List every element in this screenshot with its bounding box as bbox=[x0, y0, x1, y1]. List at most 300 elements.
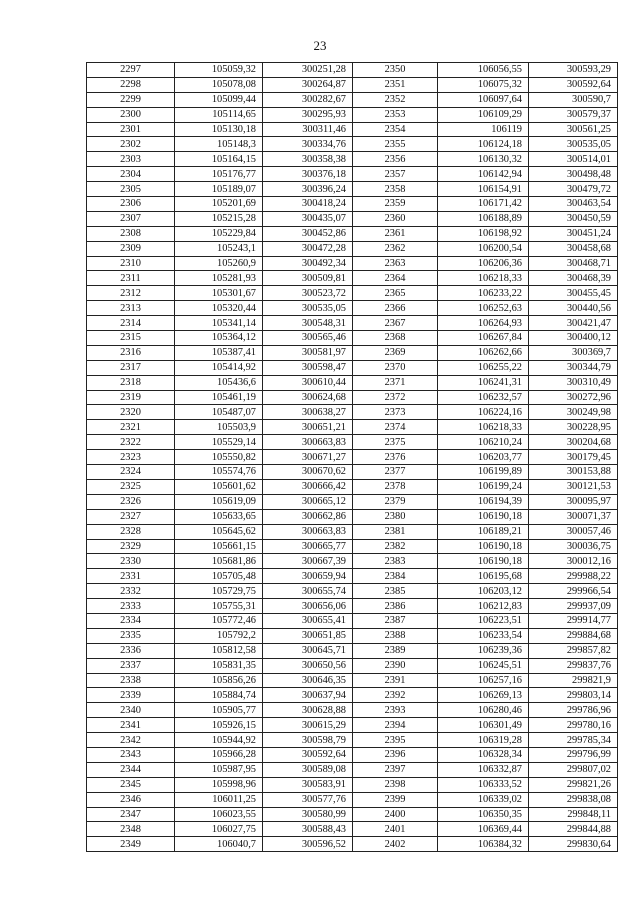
x-coordinate-right: 106210,24 bbox=[438, 435, 529, 450]
x-coordinate-left: 105601,62 bbox=[175, 479, 263, 494]
x-coordinate-right: 106203,77 bbox=[438, 450, 529, 465]
x-coordinate-left: 105461,19 bbox=[175, 390, 263, 405]
point-number-left: 2300 bbox=[87, 107, 175, 122]
table-row bbox=[87, 733, 618, 748]
y-coordinate-right: 299884,68 bbox=[529, 628, 618, 643]
x-coordinate-left: 105944,92 bbox=[175, 733, 263, 748]
y-coordinate-right: 299786,96 bbox=[529, 703, 618, 718]
point-number-right: 2386 bbox=[353, 599, 438, 614]
point-number-left: 2308 bbox=[87, 226, 175, 241]
point-number-left: 2318 bbox=[87, 375, 175, 390]
x-coordinate-left: 105487,07 bbox=[175, 405, 263, 420]
x-coordinate-right: 106267,84 bbox=[438, 331, 529, 346]
x-coordinate-left: 105681,86 bbox=[175, 554, 263, 569]
y-coordinate-left: 300610,44 bbox=[263, 375, 353, 390]
x-coordinate-left: 105772,46 bbox=[175, 613, 263, 628]
point-number-left: 2334 bbox=[87, 613, 175, 628]
x-coordinate-left: 105260,9 bbox=[175, 256, 263, 271]
table-row bbox=[87, 316, 618, 331]
point-number-left: 2302 bbox=[87, 137, 175, 152]
point-number-left: 2312 bbox=[87, 286, 175, 301]
y-coordinate-right: 299807,02 bbox=[529, 762, 618, 777]
point-number-right: 2395 bbox=[353, 733, 438, 748]
point-number-left: 2347 bbox=[87, 807, 175, 822]
y-coordinate-right: 300590,7 bbox=[529, 92, 618, 107]
table-row bbox=[87, 628, 618, 643]
point-number-right: 2392 bbox=[353, 688, 438, 703]
table-row bbox=[87, 643, 618, 658]
point-number-right: 2384 bbox=[353, 569, 438, 584]
y-coordinate-right: 300451,24 bbox=[529, 226, 618, 241]
y-coordinate-right: 300121,53 bbox=[529, 479, 618, 494]
y-coordinate-left: 300334,76 bbox=[263, 137, 353, 152]
x-coordinate-right: 106280,46 bbox=[438, 703, 529, 718]
point-number-right: 2361 bbox=[353, 226, 438, 241]
point-number-right: 2370 bbox=[353, 360, 438, 375]
table-row bbox=[87, 211, 618, 226]
point-number-right: 2381 bbox=[353, 524, 438, 539]
y-coordinate-right: 300458,68 bbox=[529, 241, 618, 256]
y-coordinate-right: 299988,22 bbox=[529, 569, 618, 584]
point-number-left: 2319 bbox=[87, 390, 175, 405]
y-coordinate-left: 300666,42 bbox=[263, 479, 353, 494]
point-number-right: 2371 bbox=[353, 375, 438, 390]
table-row bbox=[87, 137, 618, 152]
table-row bbox=[87, 554, 618, 569]
point-number-left: 2320 bbox=[87, 405, 175, 420]
y-coordinate-right: 300468,71 bbox=[529, 256, 618, 271]
table-row bbox=[87, 688, 618, 703]
y-coordinate-left: 300577,76 bbox=[263, 792, 353, 807]
point-number-right: 2369 bbox=[353, 345, 438, 360]
point-number-left: 2310 bbox=[87, 256, 175, 271]
point-number-right: 2363 bbox=[353, 256, 438, 271]
point-number-left: 2340 bbox=[87, 703, 175, 718]
x-coordinate-left: 105364,12 bbox=[175, 331, 263, 346]
table-row bbox=[87, 479, 618, 494]
point-number-right: 2360 bbox=[353, 211, 438, 226]
x-coordinate-right: 106233,54 bbox=[438, 628, 529, 643]
x-coordinate-left: 105320,44 bbox=[175, 301, 263, 316]
point-number-left: 2343 bbox=[87, 747, 175, 762]
table-row bbox=[87, 286, 618, 301]
y-coordinate-right: 299830,64 bbox=[529, 837, 618, 852]
point-number-right: 2388 bbox=[353, 628, 438, 643]
y-coordinate-right: 300579,37 bbox=[529, 107, 618, 122]
point-number-right: 2390 bbox=[353, 658, 438, 673]
table-row bbox=[87, 777, 618, 792]
point-number-right: 2375 bbox=[353, 435, 438, 450]
point-number-right: 2359 bbox=[353, 197, 438, 212]
point-number-left: 2325 bbox=[87, 479, 175, 494]
table-row bbox=[87, 226, 618, 241]
y-coordinate-left: 300665,77 bbox=[263, 539, 353, 554]
point-number-left: 2333 bbox=[87, 599, 175, 614]
table-row bbox=[87, 256, 618, 271]
table-row bbox=[87, 673, 618, 688]
x-coordinate-left: 105189,07 bbox=[175, 182, 263, 197]
y-coordinate-left: 300358,38 bbox=[263, 152, 353, 167]
y-coordinate-right: 299803,14 bbox=[529, 688, 618, 703]
x-coordinate-right: 106301,49 bbox=[438, 718, 529, 733]
y-coordinate-right: 300450,59 bbox=[529, 211, 618, 226]
point-number-right: 2378 bbox=[353, 479, 438, 494]
x-coordinate-right: 106332,87 bbox=[438, 762, 529, 777]
point-number-right: 2394 bbox=[353, 718, 438, 733]
point-number-right: 2351 bbox=[353, 77, 438, 92]
point-number-left: 2299 bbox=[87, 92, 175, 107]
y-coordinate-right: 299937,09 bbox=[529, 599, 618, 614]
x-coordinate-right: 106190,18 bbox=[438, 554, 529, 569]
y-coordinate-right: 299785,34 bbox=[529, 733, 618, 748]
point-number-right: 2356 bbox=[353, 152, 438, 167]
x-coordinate-left: 105966,28 bbox=[175, 747, 263, 762]
y-coordinate-right: 299848,11 bbox=[529, 807, 618, 822]
point-number-right: 2353 bbox=[353, 107, 438, 122]
y-coordinate-right: 300249,98 bbox=[529, 405, 618, 420]
x-coordinate-left: 105755,31 bbox=[175, 599, 263, 614]
table-row bbox=[87, 599, 618, 614]
table-row bbox=[87, 197, 618, 212]
point-number-right: 2376 bbox=[353, 450, 438, 465]
x-coordinate-right: 106198,92 bbox=[438, 226, 529, 241]
x-coordinate-right: 106171,42 bbox=[438, 197, 529, 212]
y-coordinate-right: 300095,97 bbox=[529, 494, 618, 509]
y-coordinate-left: 300628,88 bbox=[263, 703, 353, 718]
table-row bbox=[87, 703, 618, 718]
x-coordinate-left: 105099,44 bbox=[175, 92, 263, 107]
point-number-right: 2367 bbox=[353, 316, 438, 331]
point-number-right: 2380 bbox=[353, 509, 438, 524]
point-number-left: 2345 bbox=[87, 777, 175, 792]
x-coordinate-left: 105998,96 bbox=[175, 777, 263, 792]
point-number-left: 2327 bbox=[87, 509, 175, 524]
x-coordinate-left: 105130,18 bbox=[175, 122, 263, 137]
y-coordinate-right: 299857,82 bbox=[529, 643, 618, 658]
point-number-left: 2297 bbox=[87, 63, 175, 78]
y-coordinate-right: 300310,49 bbox=[529, 375, 618, 390]
point-number-right: 2389 bbox=[353, 643, 438, 658]
x-coordinate-left: 106023,55 bbox=[175, 807, 263, 822]
point-number-left: 2331 bbox=[87, 569, 175, 584]
table-row bbox=[87, 747, 618, 762]
table-row bbox=[87, 345, 618, 360]
x-coordinate-right: 106319,28 bbox=[438, 733, 529, 748]
y-coordinate-right: 300228,95 bbox=[529, 420, 618, 435]
point-number-right: 2385 bbox=[353, 584, 438, 599]
y-coordinate-right: 300057,46 bbox=[529, 524, 618, 539]
table-row bbox=[87, 584, 618, 599]
table-row bbox=[87, 63, 618, 78]
x-coordinate-right: 106252,63 bbox=[438, 301, 529, 316]
point-number-right: 2355 bbox=[353, 137, 438, 152]
x-coordinate-right: 106264,93 bbox=[438, 316, 529, 331]
x-coordinate-right: 106369,44 bbox=[438, 822, 529, 837]
point-number-left: 2306 bbox=[87, 197, 175, 212]
table-row bbox=[87, 792, 618, 807]
x-coordinate-left: 105645,62 bbox=[175, 524, 263, 539]
x-coordinate-left: 105243,1 bbox=[175, 241, 263, 256]
y-coordinate-right: 300036,75 bbox=[529, 539, 618, 554]
point-number-left: 2339 bbox=[87, 688, 175, 703]
x-coordinate-right: 106119 bbox=[438, 122, 529, 137]
table-row bbox=[87, 465, 618, 480]
x-coordinate-left: 106011,25 bbox=[175, 792, 263, 807]
x-coordinate-right: 106199,24 bbox=[438, 479, 529, 494]
table-row bbox=[87, 107, 618, 122]
y-coordinate-right: 300498,48 bbox=[529, 167, 618, 182]
y-coordinate-right: 300012,16 bbox=[529, 554, 618, 569]
x-coordinate-right: 106056,55 bbox=[438, 63, 529, 78]
point-number-right: 2387 bbox=[353, 613, 438, 628]
point-number-left: 2341 bbox=[87, 718, 175, 733]
y-coordinate-left: 300624,68 bbox=[263, 390, 353, 405]
point-number-right: 2377 bbox=[353, 465, 438, 480]
table-row bbox=[87, 822, 618, 837]
table-row bbox=[87, 762, 618, 777]
x-coordinate-left: 105619,09 bbox=[175, 494, 263, 509]
x-coordinate-left: 106040,7 bbox=[175, 837, 263, 852]
table-row bbox=[87, 167, 618, 182]
y-coordinate-left: 300435,07 bbox=[263, 211, 353, 226]
point-number-right: 2379 bbox=[353, 494, 438, 509]
y-coordinate-right: 300463,54 bbox=[529, 197, 618, 212]
point-number-right: 2393 bbox=[353, 703, 438, 718]
x-coordinate-left: 105856,26 bbox=[175, 673, 263, 688]
x-coordinate-right: 106142,94 bbox=[438, 167, 529, 182]
x-coordinate-right: 106203,12 bbox=[438, 584, 529, 599]
y-coordinate-left: 300650,56 bbox=[263, 658, 353, 673]
point-number-right: 2398 bbox=[353, 777, 438, 792]
table-row bbox=[87, 331, 618, 346]
y-coordinate-left: 300637,94 bbox=[263, 688, 353, 703]
x-coordinate-right: 106262,66 bbox=[438, 345, 529, 360]
y-coordinate-right: 300071,37 bbox=[529, 509, 618, 524]
x-coordinate-left: 105078,08 bbox=[175, 77, 263, 92]
y-coordinate-left: 300598,47 bbox=[263, 360, 353, 375]
point-number-right: 2402 bbox=[353, 837, 438, 852]
table-row bbox=[87, 524, 618, 539]
y-coordinate-left: 300581,97 bbox=[263, 345, 353, 360]
x-coordinate-right: 106190,18 bbox=[438, 539, 529, 554]
x-coordinate-left: 105633,65 bbox=[175, 509, 263, 524]
x-coordinate-right: 106239,36 bbox=[438, 643, 529, 658]
table-row bbox=[87, 539, 618, 554]
x-coordinate-left: 105792,2 bbox=[175, 628, 263, 643]
x-coordinate-left: 105414,92 bbox=[175, 360, 263, 375]
point-number-left: 2314 bbox=[87, 316, 175, 331]
table-row bbox=[87, 509, 618, 524]
y-coordinate-right: 300421,47 bbox=[529, 316, 618, 331]
point-number-left: 2307 bbox=[87, 211, 175, 226]
x-coordinate-left: 105436,6 bbox=[175, 375, 263, 390]
y-coordinate-left: 300598,79 bbox=[263, 733, 353, 748]
x-coordinate-left: 105164,15 bbox=[175, 152, 263, 167]
y-coordinate-left: 300651,85 bbox=[263, 628, 353, 643]
y-coordinate-right: 300561,25 bbox=[529, 122, 618, 137]
point-number-right: 2400 bbox=[353, 807, 438, 822]
point-number-left: 2304 bbox=[87, 167, 175, 182]
x-coordinate-right: 106384,32 bbox=[438, 837, 529, 852]
point-number-left: 2303 bbox=[87, 152, 175, 167]
y-coordinate-right: 300179,45 bbox=[529, 450, 618, 465]
y-coordinate-left: 300452,86 bbox=[263, 226, 353, 241]
y-coordinate-right: 300592,64 bbox=[529, 77, 618, 92]
x-coordinate-right: 106206,36 bbox=[438, 256, 529, 271]
point-number-right: 2365 bbox=[353, 286, 438, 301]
point-number-left: 2315 bbox=[87, 331, 175, 346]
x-coordinate-left: 105341,14 bbox=[175, 316, 263, 331]
point-number-left: 2305 bbox=[87, 182, 175, 197]
table-row bbox=[87, 658, 618, 673]
x-coordinate-right: 106212,83 bbox=[438, 599, 529, 614]
y-coordinate-right: 300400,12 bbox=[529, 331, 618, 346]
point-number-left: 2338 bbox=[87, 673, 175, 688]
point-number-left: 2298 bbox=[87, 77, 175, 92]
point-number-left: 2311 bbox=[87, 271, 175, 286]
x-coordinate-right: 106109,29 bbox=[438, 107, 529, 122]
y-coordinate-left: 300396,24 bbox=[263, 182, 353, 197]
point-number-left: 2323 bbox=[87, 450, 175, 465]
x-coordinate-left: 105114,65 bbox=[175, 107, 263, 122]
point-number-right: 2396 bbox=[353, 747, 438, 762]
y-coordinate-left: 300656,06 bbox=[263, 599, 353, 614]
point-number-left: 2332 bbox=[87, 584, 175, 599]
y-coordinate-left: 300646,35 bbox=[263, 673, 353, 688]
x-coordinate-left: 105215,28 bbox=[175, 211, 263, 226]
x-coordinate-right: 106257,16 bbox=[438, 673, 529, 688]
x-coordinate-left: 105281,93 bbox=[175, 271, 263, 286]
page-number: 23 bbox=[313, 38, 327, 53]
y-coordinate-right: 299844,88 bbox=[529, 822, 618, 837]
y-coordinate-left: 300671,27 bbox=[263, 450, 353, 465]
y-coordinate-left: 300509,81 bbox=[263, 271, 353, 286]
point-number-right: 2362 bbox=[353, 241, 438, 256]
y-coordinate-right: 300369,7 bbox=[529, 345, 618, 360]
point-number-right: 2357 bbox=[353, 167, 438, 182]
y-coordinate-left: 300580,99 bbox=[263, 807, 353, 822]
table-row bbox=[87, 122, 618, 137]
y-coordinate-right: 300468,39 bbox=[529, 271, 618, 286]
table-row bbox=[87, 77, 618, 92]
table-row bbox=[87, 807, 618, 822]
y-coordinate-left: 300592,64 bbox=[263, 747, 353, 762]
y-coordinate-left: 300282,67 bbox=[263, 92, 353, 107]
y-coordinate-left: 300376,18 bbox=[263, 167, 353, 182]
point-number-right: 2350 bbox=[353, 63, 438, 78]
point-number-left: 2337 bbox=[87, 658, 175, 673]
x-coordinate-left: 105574,76 bbox=[175, 465, 263, 480]
x-coordinate-right: 106328,34 bbox=[438, 747, 529, 762]
point-number-right: 2368 bbox=[353, 331, 438, 346]
y-coordinate-left: 300264,87 bbox=[263, 77, 353, 92]
table-row bbox=[87, 375, 618, 390]
table-row bbox=[87, 92, 618, 107]
y-coordinate-right: 299966,54 bbox=[529, 584, 618, 599]
table-row bbox=[87, 390, 618, 405]
point-number-right: 2374 bbox=[353, 420, 438, 435]
point-number-right: 2354 bbox=[353, 122, 438, 137]
x-coordinate-right: 106189,21 bbox=[438, 524, 529, 539]
point-number-right: 2397 bbox=[353, 762, 438, 777]
x-coordinate-right: 106200,54 bbox=[438, 241, 529, 256]
coordinates-table-body bbox=[87, 63, 618, 852]
x-coordinate-right: 106350,35 bbox=[438, 807, 529, 822]
y-coordinate-right: 300514,01 bbox=[529, 152, 618, 167]
x-coordinate-left: 105705,48 bbox=[175, 569, 263, 584]
point-number-right: 2383 bbox=[353, 554, 438, 569]
point-number-right: 2364 bbox=[353, 271, 438, 286]
x-coordinate-right: 106269,13 bbox=[438, 688, 529, 703]
x-coordinate-right: 106333,52 bbox=[438, 777, 529, 792]
point-number-left: 2330 bbox=[87, 554, 175, 569]
y-coordinate-left: 300492,34 bbox=[263, 256, 353, 271]
table-row bbox=[87, 405, 618, 420]
y-coordinate-right: 300535,05 bbox=[529, 137, 618, 152]
x-coordinate-left: 105987,95 bbox=[175, 762, 263, 777]
point-number-left: 2326 bbox=[87, 494, 175, 509]
point-number-right: 2399 bbox=[353, 792, 438, 807]
x-coordinate-right: 106199,89 bbox=[438, 465, 529, 480]
table-row bbox=[87, 569, 618, 584]
y-coordinate-left: 300663,83 bbox=[263, 435, 353, 450]
table-row bbox=[87, 271, 618, 286]
x-coordinate-left: 105229,84 bbox=[175, 226, 263, 241]
x-coordinate-left: 105503,9 bbox=[175, 420, 263, 435]
x-coordinate-left: 105812,58 bbox=[175, 643, 263, 658]
x-coordinate-right: 106339,02 bbox=[438, 792, 529, 807]
x-coordinate-left: 105059,32 bbox=[175, 63, 263, 78]
y-coordinate-right: 299821,9 bbox=[529, 673, 618, 688]
y-coordinate-right: 300593,29 bbox=[529, 63, 618, 78]
point-number-left: 2342 bbox=[87, 733, 175, 748]
y-coordinate-right: 299914,77 bbox=[529, 613, 618, 628]
y-coordinate-left: 300535,05 bbox=[263, 301, 353, 316]
x-coordinate-left: 105176,77 bbox=[175, 167, 263, 182]
x-coordinate-left: 105729,75 bbox=[175, 584, 263, 599]
y-coordinate-left: 300295,93 bbox=[263, 107, 353, 122]
x-coordinate-right: 106188,89 bbox=[438, 211, 529, 226]
y-coordinate-right: 300479,72 bbox=[529, 182, 618, 197]
x-coordinate-left: 105884,74 bbox=[175, 688, 263, 703]
point-number-right: 2373 bbox=[353, 405, 438, 420]
point-number-left: 2349 bbox=[87, 837, 175, 852]
x-coordinate-right: 106233,22 bbox=[438, 286, 529, 301]
point-number-left: 2317 bbox=[87, 360, 175, 375]
point-number-left: 2321 bbox=[87, 420, 175, 435]
x-coordinate-right: 106194,39 bbox=[438, 494, 529, 509]
point-number-right: 2366 bbox=[353, 301, 438, 316]
x-coordinate-right: 106224,16 bbox=[438, 405, 529, 420]
point-number-right: 2358 bbox=[353, 182, 438, 197]
x-coordinate-left: 105201,69 bbox=[175, 197, 263, 212]
y-coordinate-right: 299780,16 bbox=[529, 718, 618, 733]
x-coordinate-right: 106218,33 bbox=[438, 271, 529, 286]
y-coordinate-right: 299837,76 bbox=[529, 658, 618, 673]
table-row bbox=[87, 450, 618, 465]
y-coordinate-right: 299838,08 bbox=[529, 792, 618, 807]
point-number-left: 2316 bbox=[87, 345, 175, 360]
point-number-left: 2322 bbox=[87, 435, 175, 450]
table-row bbox=[87, 182, 618, 197]
table-row bbox=[87, 360, 618, 375]
point-number-right: 2352 bbox=[353, 92, 438, 107]
y-coordinate-left: 300670,62 bbox=[263, 465, 353, 480]
y-coordinate-left: 300565,46 bbox=[263, 331, 353, 346]
point-number-left: 2309 bbox=[87, 241, 175, 256]
y-coordinate-right: 300440,56 bbox=[529, 301, 618, 316]
x-coordinate-right: 106190,18 bbox=[438, 509, 529, 524]
